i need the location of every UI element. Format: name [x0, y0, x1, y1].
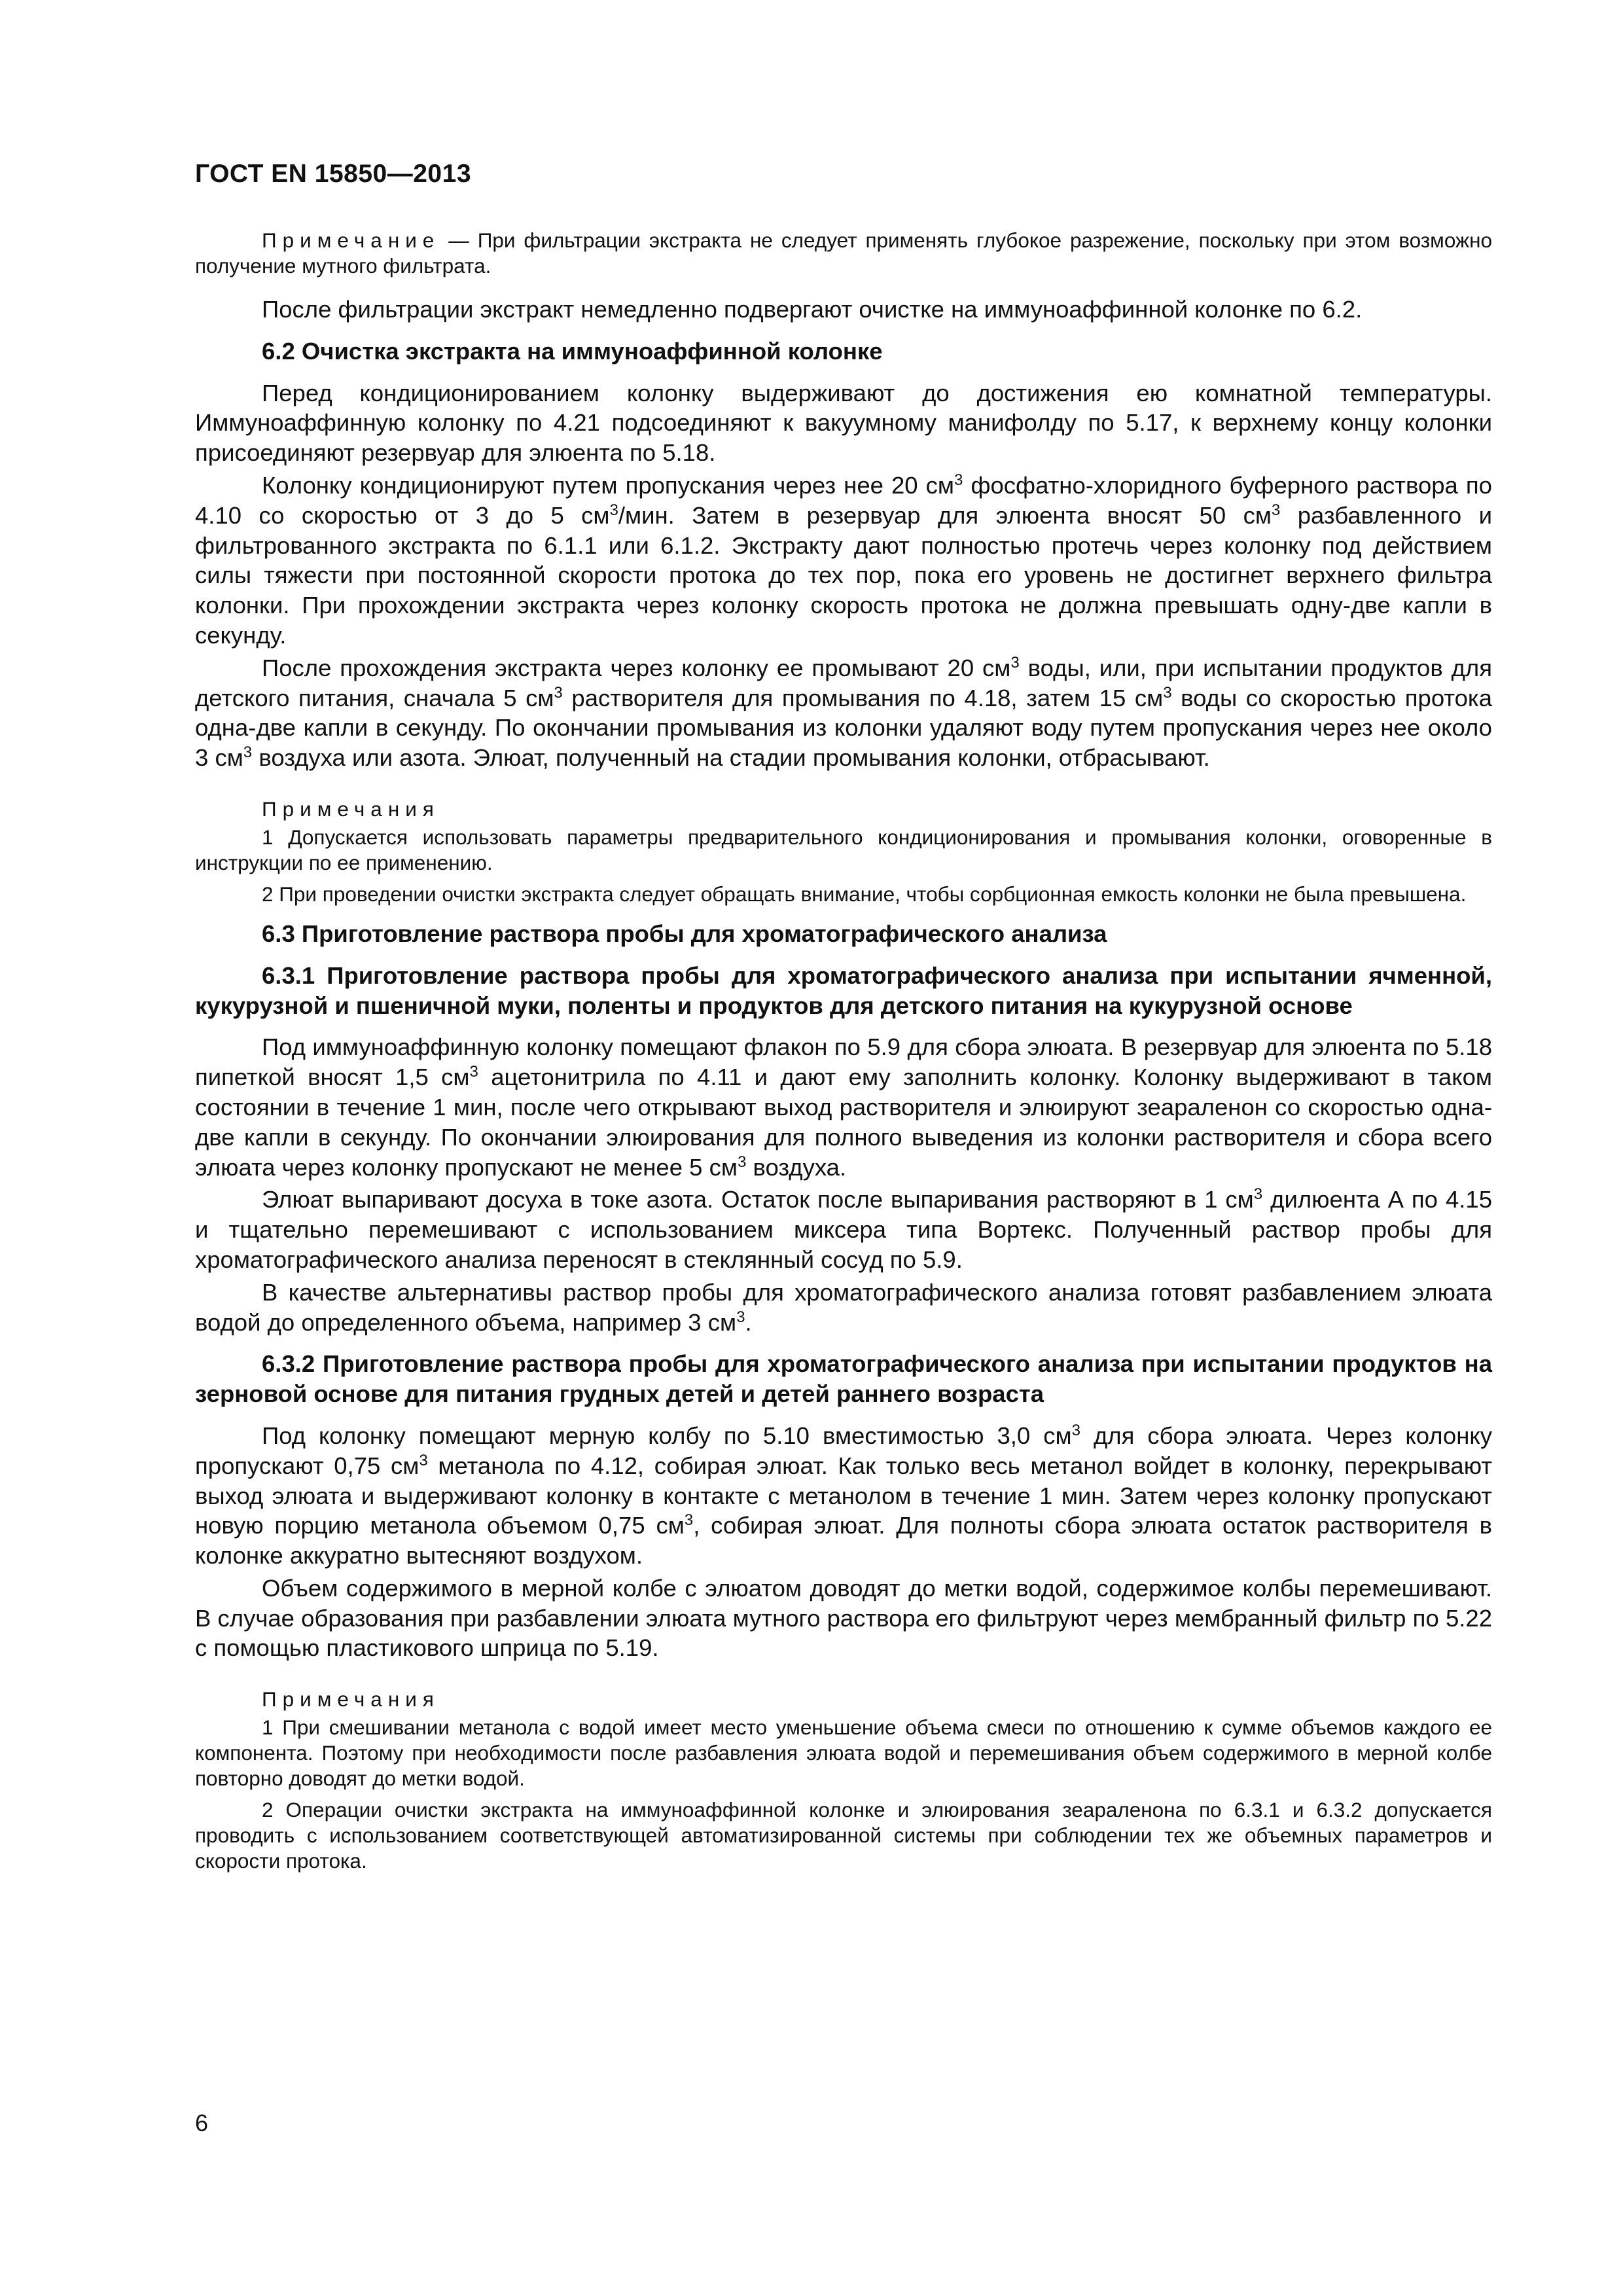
superscript-3: 3 [1010, 653, 1020, 672]
text-run: воздуха. [746, 1153, 847, 1181]
text-run: дилюента А по 4.15 и тщательно перемешивают с использованием миксера типа Вортекс. Полученный раствор пробы для хроматографического анализа переносят в стеклянный сосуд по 5.9. [195, 1186, 1492, 1273]
text-run: После прохождения экстракта через колонку ее промывают 20 см [262, 654, 1011, 681]
superscript-3: 3 [684, 1511, 694, 1530]
section-6-3-1-heading: 6.3.1 Приготовление раствора пробы для хроматографического анализа при испытании ячменной, кукурузной и пшеничной муки, поленты и продуктов для детского питания на кукурузной основе [195, 961, 1492, 1019]
note-label: Примечание [262, 228, 440, 252]
text-run: ацетонитрила по 4.11 и дают ему заполнить колонку. Колонку выдерживают в таком состоянии в течение 1 мин, после чего открывают выход растворителя и элюируют зеараленон со скоростью одна-две капли в секунду. По окончании элюирования для полного выведения из колонки растворителя и сбора всего элюата через колонку пропускают не менее 5 см [195, 1064, 1492, 1181]
section-6-2-paragraph-2 [195, 471, 1492, 651]
text-run: Элюат выпаривают досуха в токе азота. Остаток после выпаривания растворяют в 1 см [262, 1186, 1254, 1213]
text-run: растворителя для промывания по 4.18, затем 15 см [562, 684, 1164, 711]
superscript-3: 3 [1271, 501, 1281, 519]
superscript-3: 3 [1163, 683, 1172, 702]
text-run: воды со скоростью протока одна-две капли в секунду. По окончании промывания из колонки удаляют воду путем пропускания через нее около 3 см [195, 684, 1492, 772]
text-run: В качестве альтернативы раствор пробы для хроматографического анализа готовят разбавлением элюата водой до определенного объема, например 3 см [195, 1278, 1492, 1336]
text-run: Под колонку помещают мерную колбу по 5.10 вместимостью 3,0 см [262, 1422, 1072, 1449]
note-6-2-2: 2 При проведении очистки экстракта следует обращать внимание, чтобы сорбционная емкость колонки не была превышена. [262, 882, 1467, 906]
superscript-3: 3 [737, 1153, 747, 1171]
superscript-3: 3 [736, 1308, 745, 1326]
notes-heading-6-3-2: Примечания [262, 1687, 440, 1712]
notes-heading-6-2: Примечания [262, 797, 440, 821]
text-run: воздуха или азота. Элюат, полученный на стадии промывания колонки, отбрасывают. [252, 744, 1210, 772]
text-run: разбавленного и фильтрованного экстракта по 6.1.1 или 6.1.2. Экстракту дают полностью протечь через колонку под действием силы тяжести при постоянной скорости протока до тех пор, пока его уровень не достигнет верхнего фильтра колонки. При прохождении экстракта через колонку скорость протока не должна превышать одну-две капли в секунду. [195, 501, 1492, 649]
text-run: для сбора элюата. Через колонку пропускают 0,75 см [195, 1422, 1493, 1479]
section-6-3-1-paragraph-3 [195, 1278, 1492, 1338]
superscript-3: 3 [243, 743, 253, 761]
paragraph-after-filtration: После фильтрации экстракт немедленно подвергают очистке на иммуноаффинной колонке по 6.2. [262, 296, 1363, 323]
superscript-3: 3 [469, 1062, 478, 1081]
section-6-2-paragraph-3 [195, 653, 1492, 773]
note-filtration [195, 228, 1492, 279]
text-run: воды, или, при испытании продуктов для детского питания, сначала 5 см [195, 654, 1492, 711]
text-run: метанола по 4.12, собирая элюат. Как только весь метанол войдет в колонку, перекрывают выход элюата и выдерживают колонку в контакте с метанолом в течение 1 мин. Затем через колонку пропускают новую порцию метанола объемом 0,75 см [195, 1452, 1492, 1539]
section-6-2-paragraph-1: Перед кондиционированием колонку выдерживают до достижения ею комнатной температуры. Иммуноаффинную колонку по 4.21 подсоединяют к вакуумному манифолду по 5.17, к верхнему концу колонки присоединяют резервуар для элюента по 5.18. [195, 379, 1492, 467]
section-6-3-2-paragraph-2: Объем содержимого в мерной колбе с элюатом доводят до метки водой, содержимое колбы перемешивают. В случае образования при разбавлении элюата мутного раствора его фильтруют через мембранный фильтр по 5.22 с помощью пластикового шприца по 5.19. [195, 1574, 1492, 1662]
superscript-3: 3 [554, 683, 563, 702]
note-6-3-2-2: 2 Операции очистки экстракта на иммуноаффинной колонке и элюирования зеараленона по 6.3.1 и 6.3.2 допускается проводить с использованием соответствующей автоматизированной системы при соблюдении тех же объемных параметров и скорости протока. [195, 1798, 1492, 1873]
section-6-3-2-paragraph-1 [195, 1421, 1492, 1571]
section-6-3-1-paragraph-2 [195, 1185, 1492, 1274]
superscript-3: 3 [609, 501, 618, 519]
superscript-3: 3 [954, 471, 963, 489]
section-6-3-heading: 6.3 Приготовление раствора пробы для хроматографического анализа [262, 920, 1107, 947]
page-content [195, 228, 1492, 1874]
text-run: /мин. Затем в резервуар для элюента вносят 50 см [618, 501, 1272, 529]
superscript-3: 3 [419, 1451, 428, 1469]
note-6-3-2-1: 1 При смешивании метанола с водой имеет место уменьшение объема смеси по отношению к сумме объемов каждого ее компонента. Поэтому при необходимости после разбавления элюата водой и перемешивания объем содержимого в мерной колбе повторно доводят до метки водой. [195, 1715, 1492, 1791]
text-run: . [745, 1308, 752, 1336]
section-6-3-1-paragraph-1 [195, 1032, 1492, 1182]
superscript-3: 3 [1253, 1185, 1263, 1204]
standard-code-header: ГОСТ EN 15850—2013 [195, 160, 472, 188]
text-run: Колонку кондиционируют путем пропускания через нее 20 см [262, 471, 954, 499]
section-6-3-2-heading: 6.3.2 Приготовление раствора пробы для хроматографического анализа при испытании продуктов на зерновой основе для питания грудных детей и детей раннего возраста [195, 1350, 1492, 1408]
superscript-3: 3 [1071, 1421, 1080, 1439]
text-run: , собирая элюат. Для полноты сбора элюата остаток растворителя в колонке аккуратно вытесняют воздухом. [195, 1512, 1492, 1570]
section-6-2-heading: 6.2 Очистка экстракта на иммуноаффинной колонке [262, 337, 883, 365]
note-6-2-1: 1 Допускается использовать параметры предварительного кондиционирования и промывания колонки, оговоренные в инструкции по ее применению. [195, 825, 1492, 874]
page-number: 6 [195, 2109, 209, 2136]
text-run: фосфатно-хлоридного буферного раствора по 4.10 со скоростью от 3 до 5 см [195, 471, 1492, 529]
note-text: — При фильтрации экстракта не следует применять глубокое разрежение, поскольку при этом возможно получение мутного фильтрата. [195, 228, 1492, 278]
text-run: Под иммуноаффинную колонку помещают флакон по 5.9 для сбора элюата. В резервуар для элюента по 5.18 пипеткой вносят 1,5 см [195, 1033, 1492, 1091]
